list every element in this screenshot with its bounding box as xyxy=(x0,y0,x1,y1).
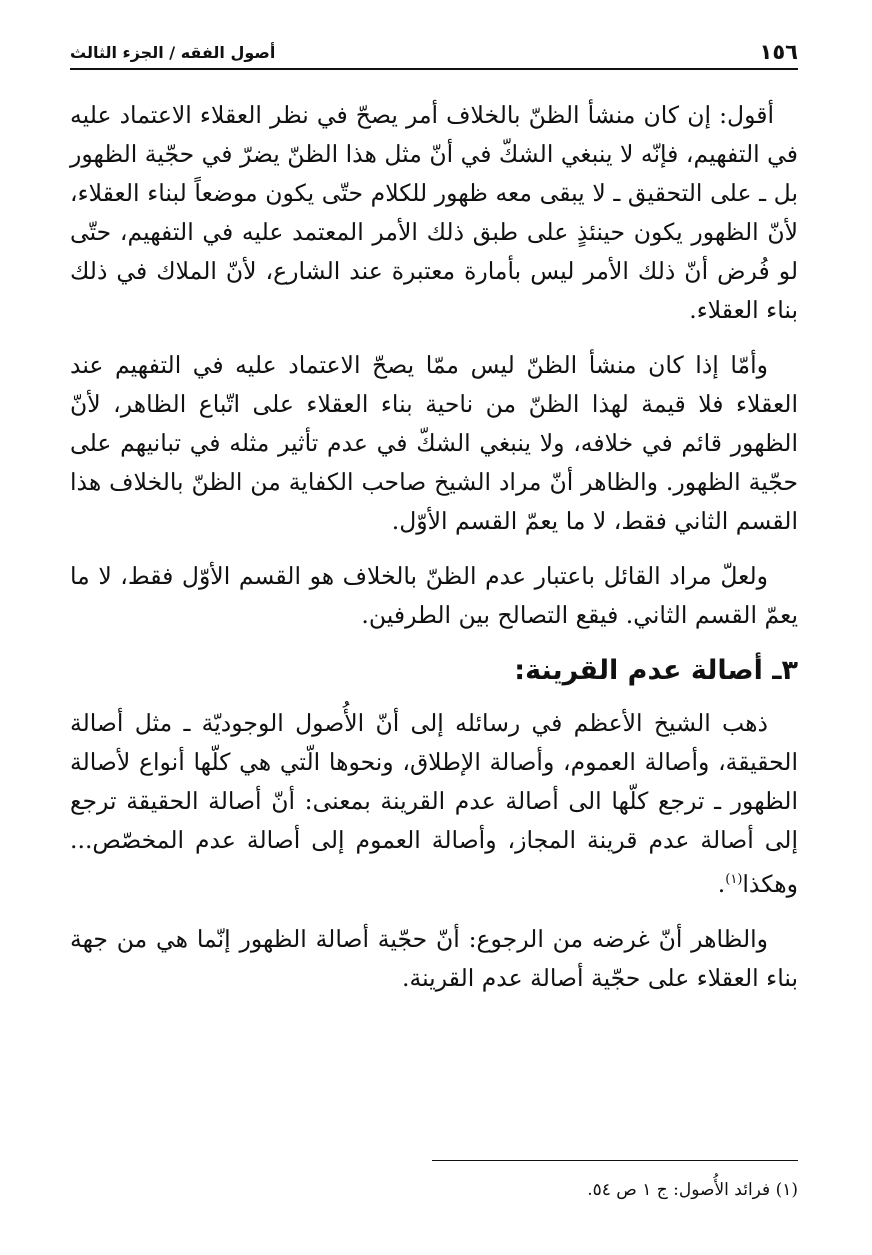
running-title: أصول الفقه / الجزء الثالث xyxy=(70,43,276,62)
footnote: (١) فرائد الأُصول: ج ١ ص ٥٤. xyxy=(587,1180,798,1200)
section-heading: ٣ـ أصالة عدم القرينة: xyxy=(514,655,798,686)
paragraph-5: والظاهر أنّ غرضه من الرجوع: أنّ حجّية أصالة الظهور إنّما هي من جهة بناء العقلاء على حجّية أصالة عدم القرينة. xyxy=(70,924,798,992)
page-number: ١٥٦ xyxy=(759,40,798,64)
paragraph-4-end: . xyxy=(717,869,726,898)
body-text xyxy=(70,96,798,1014)
paragraph-3: ولعلّ مراد القائل باعتبار عدم الظنّ بالخلاف هو القسم الأوّل فقط، لا ما يعمّ القسم الثاني. فيقع التصالح بين الطرفين. xyxy=(70,562,798,629)
paragraph-4 xyxy=(70,704,798,904)
paragraph-2: وأمّا إذا كان منشأ الظنّ ليس ممّا يصحّ الاعتماد عليه في التفهيم عند العقلاء فلا قيمة لهذا الظنّ من ناحية بناء العقلاء على اتّباع الظاهر، لأنّ الظهور قائم في خلافه، ولا ينبغي الشكّ في عدم تأثير مثله في تبانيهم على حجّية الظهور. والظاهر أنّ مراد الشيخ صاحب الكفاية من الظنّ بالخلاف هذا القسم الثاني فقط، لا ما يعمّ القسم الأوّل. xyxy=(70,351,798,535)
page-header xyxy=(70,34,798,70)
footnote-divider xyxy=(432,1160,798,1161)
paragraph-1: أقول: إن كان منشأ الظنّ بالخلاف أمر يصحّ في نظر العقلاء الاعتماد عليه في التفهيم، فإنّه لا ينبغي الشكّ في أنّ مثل هذا الظنّ يضرّ في حجّية الظهور بل ـ على التحقيق ـ لا يبقى معه ظهور للكلام حتّى يكون موضعاً لبناء العقلاء، لأنّ الظهور يكون حينئذٍ على طبق ذلك الأمر المعتمد عليه في التفهيم، حتّى لو فُرض أنّ ذلك الأمر ليس بأمارة معتبرة عند الشارع، لأنّ الملاك في ذلك بناء العقلاء. xyxy=(70,101,798,324)
paragraph-4-text: ذهب الشيخ الأعظم في رسائله إلى أنّ الأُصول الوجوديّة ـ مثل أصالة الحقيقة، وأصالة العموم، وأصالة الإطلاق، ونحوها الّتي هي كلّها أنواع لأصالة الظهور ـ ترجع كلّها الى أصالة عدم القرينة بمعنى: أنّ أصالة الحقيقة ترجع إلى أصالة عدم قرينة المجاز، وأصالة العموم إلى أصالة عدم المخصّص... وهكذا xyxy=(70,709,798,898)
footnote-reference[interactable]: (١) xyxy=(725,872,743,887)
